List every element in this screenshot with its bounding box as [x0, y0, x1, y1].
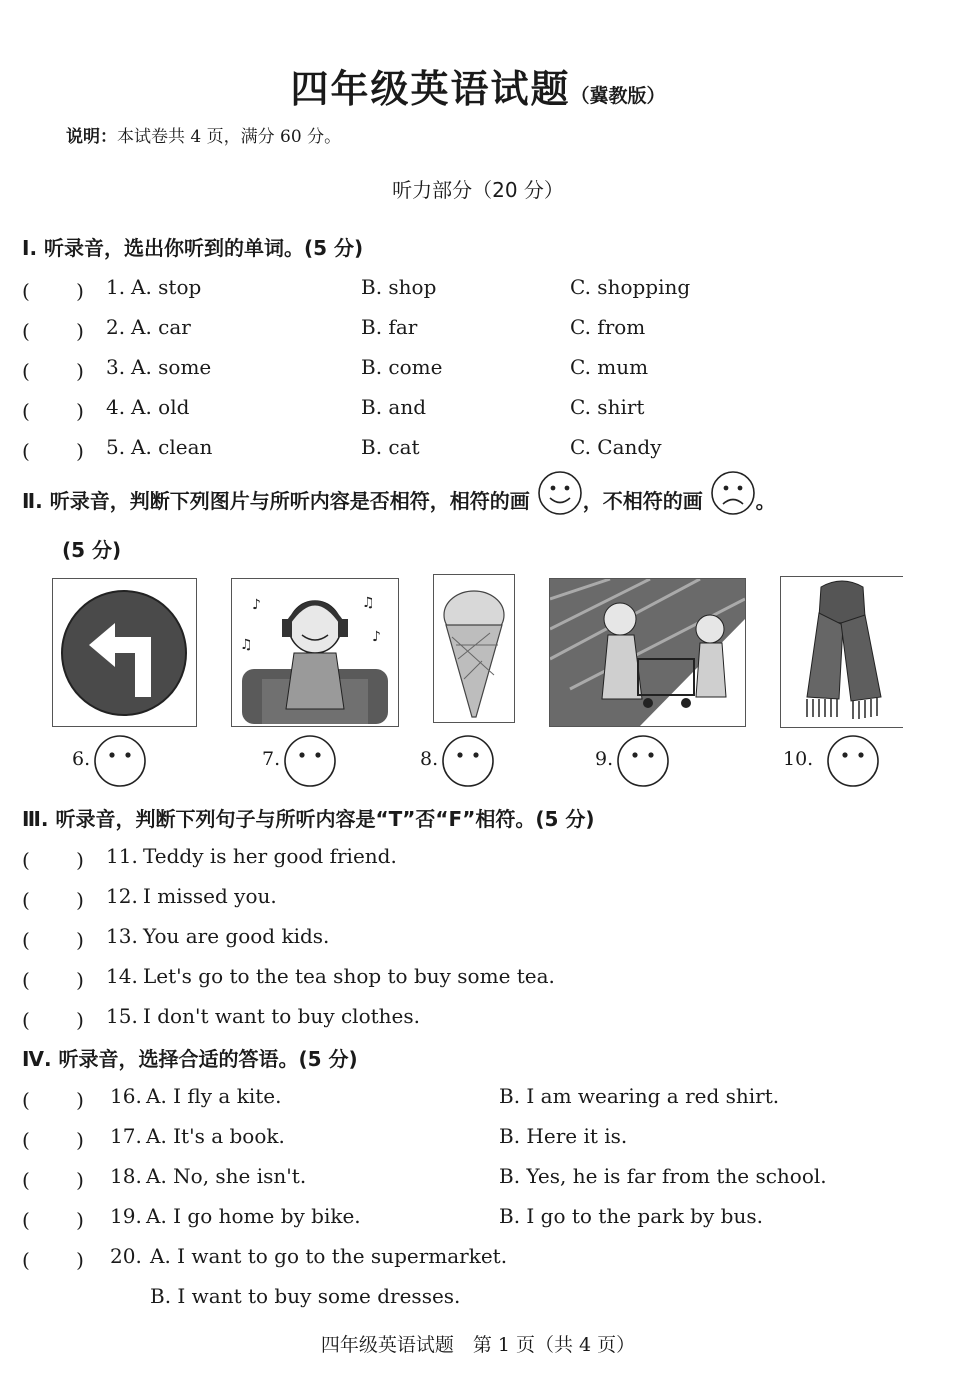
- page-title-block: [0, 58, 956, 113]
- option-a: A. some: [131, 355, 212, 379]
- section2-title-part2: ，不相符的画: [582, 489, 703, 513]
- question-number: 16.: [110, 1084, 142, 1108]
- option-b: B. shop: [361, 275, 437, 299]
- statement-text: You are good kids.: [143, 924, 330, 948]
- page-footer: 四年级英语试题 第 1 页（共 4 页）: [320, 1334, 636, 1356]
- option-c: C. from: [570, 315, 646, 339]
- answer-blank[interactable]: ( ): [22, 1208, 84, 1232]
- question-number: 17.: [110, 1124, 142, 1148]
- answer-blank[interactable]: ( ): [22, 1248, 84, 1272]
- face-answer-icon[interactable]: [615, 733, 671, 793]
- note-text: 本试卷共 4 页，满分 60 分。: [117, 127, 342, 147]
- face-answer-icon[interactable]: [282, 733, 338, 793]
- svg-text:♪: ♪: [372, 629, 381, 645]
- answer-blank[interactable]: ( ): [22, 888, 84, 912]
- answer-blank[interactable]: ( ): [22, 1088, 84, 1112]
- question-number: 19.: [110, 1204, 142, 1228]
- exam-note: [66, 122, 341, 147]
- face-answer-icon[interactable]: [440, 733, 496, 793]
- face-answer-icon[interactable]: [825, 733, 881, 793]
- answer-blank[interactable]: ( ): [22, 1168, 84, 1192]
- picture-number: 6.: [72, 748, 91, 770]
- answer-blank[interactable]: ( ): [22, 848, 84, 872]
- option-b: B. Here it is.: [499, 1124, 628, 1148]
- picture-number: 7.: [262, 748, 281, 770]
- answer-blank[interactable]: ( ): [22, 319, 84, 343]
- section4-title: Ⅳ. 听录音，选择合适的答语。(5 分): [22, 1047, 358, 1071]
- question-number: 3.: [106, 355, 126, 379]
- option-b: B. come: [361, 355, 443, 379]
- answer-blank[interactable]: ( ): [22, 1008, 84, 1032]
- question-number: 1.: [106, 275, 126, 299]
- answer-blank[interactable]: ( ): [22, 968, 84, 992]
- option-a: A. It's a book.: [146, 1124, 285, 1148]
- option-b: B. Yes, he is far from the school.: [499, 1164, 827, 1188]
- answer-blank[interactable]: ( ): [22, 359, 84, 383]
- edition-label: （冀教版）: [570, 85, 666, 107]
- option-a: A. stop: [131, 275, 202, 299]
- question-number: 2.: [106, 315, 126, 339]
- svg-text:♫: ♫: [240, 637, 253, 653]
- option-a: A. I want to go to the supermarket.: [150, 1244, 508, 1268]
- section1-title: Ⅰ. 听录音，选出你听到的单词。(5 分): [22, 236, 364, 260]
- option-b: B. cat: [361, 435, 420, 459]
- ice-cream-cone-icon: [433, 574, 515, 723]
- question-number: 13.: [106, 924, 138, 948]
- option-a: A. clean: [131, 435, 213, 459]
- question-number: 14.: [106, 964, 138, 988]
- statement-text: Teddy is her good friend.: [143, 844, 397, 868]
- note-label: 说明：: [66, 127, 117, 147]
- girl-listening-music-icon: [231, 578, 399, 727]
- part-title: 听力部分（20 分）: [392, 178, 564, 202]
- answer-blank[interactable]: ( ): [22, 439, 84, 463]
- option-c: C. shopping: [570, 275, 691, 299]
- question-number: 18.: [110, 1164, 142, 1188]
- face-answer-icon[interactable]: [92, 733, 148, 793]
- answer-blank[interactable]: ( ): [22, 928, 84, 952]
- option-a: A. No, she isn't.: [146, 1164, 307, 1188]
- statement-text: I missed you.: [143, 884, 277, 908]
- supermarket-shopping-icon: [549, 578, 746, 727]
- option-b: B. I am wearing a red shirt.: [499, 1084, 780, 1108]
- svg-text:♫: ♫: [362, 595, 375, 611]
- svg-text:♪: ♪: [252, 597, 261, 613]
- answer-blank[interactable]: ( ): [22, 399, 84, 423]
- question-number: 4.: [106, 395, 126, 419]
- turn-left-sign-icon: [52, 578, 197, 727]
- scarf-icon: [780, 576, 903, 728]
- statement-text: I don't want to buy clothes.: [143, 1004, 420, 1028]
- answer-blank[interactable]: ( ): [22, 1128, 84, 1152]
- answer-blank[interactable]: ( ): [22, 279, 84, 303]
- option-c: C. shirt: [570, 395, 645, 419]
- option-a: A. car: [131, 315, 191, 339]
- question-number: 15.: [106, 1004, 138, 1028]
- question-number: 11.: [106, 844, 138, 868]
- option-b: B. far: [361, 315, 418, 339]
- happy-face-icon: [537, 470, 583, 521]
- question-number: 20.: [110, 1244, 142, 1268]
- question-number: 5.: [106, 435, 126, 459]
- section2-title-part3: 。: [755, 489, 776, 513]
- section2-score: (5 分): [62, 538, 122, 562]
- option-a: A. old: [131, 395, 190, 419]
- picture-number: 8.: [420, 748, 439, 770]
- statement-text: Let's go to the tea shop to buy some tea.: [143, 964, 555, 988]
- section2-title: [22, 484, 776, 521]
- picture-number: 10.: [783, 748, 814, 770]
- option-a: A. I go home by bike.: [146, 1204, 361, 1228]
- option-b: B. and: [361, 395, 427, 419]
- sad-face-icon: [710, 470, 756, 521]
- option-c: C. mum: [570, 355, 649, 379]
- question-number: 12.: [106, 884, 138, 908]
- option-a: A. I fly a kite.: [146, 1084, 282, 1108]
- picture-number: 9.: [595, 748, 614, 770]
- page-title: 四年级英语试题: [290, 67, 571, 111]
- option-c: C. Candy: [570, 435, 662, 459]
- section3-title: Ⅲ. 听录音，判断下列句子与所听内容是“T”否“F”相符。(5 分): [22, 807, 595, 831]
- section2-title-part1: Ⅱ. 听录音，判断下列图片与所听内容是否相符，相符的画: [22, 489, 530, 513]
- option-b: B. I go to the park by bus.: [499, 1204, 763, 1228]
- option-b: B. I want to buy some dresses.: [150, 1284, 461, 1308]
